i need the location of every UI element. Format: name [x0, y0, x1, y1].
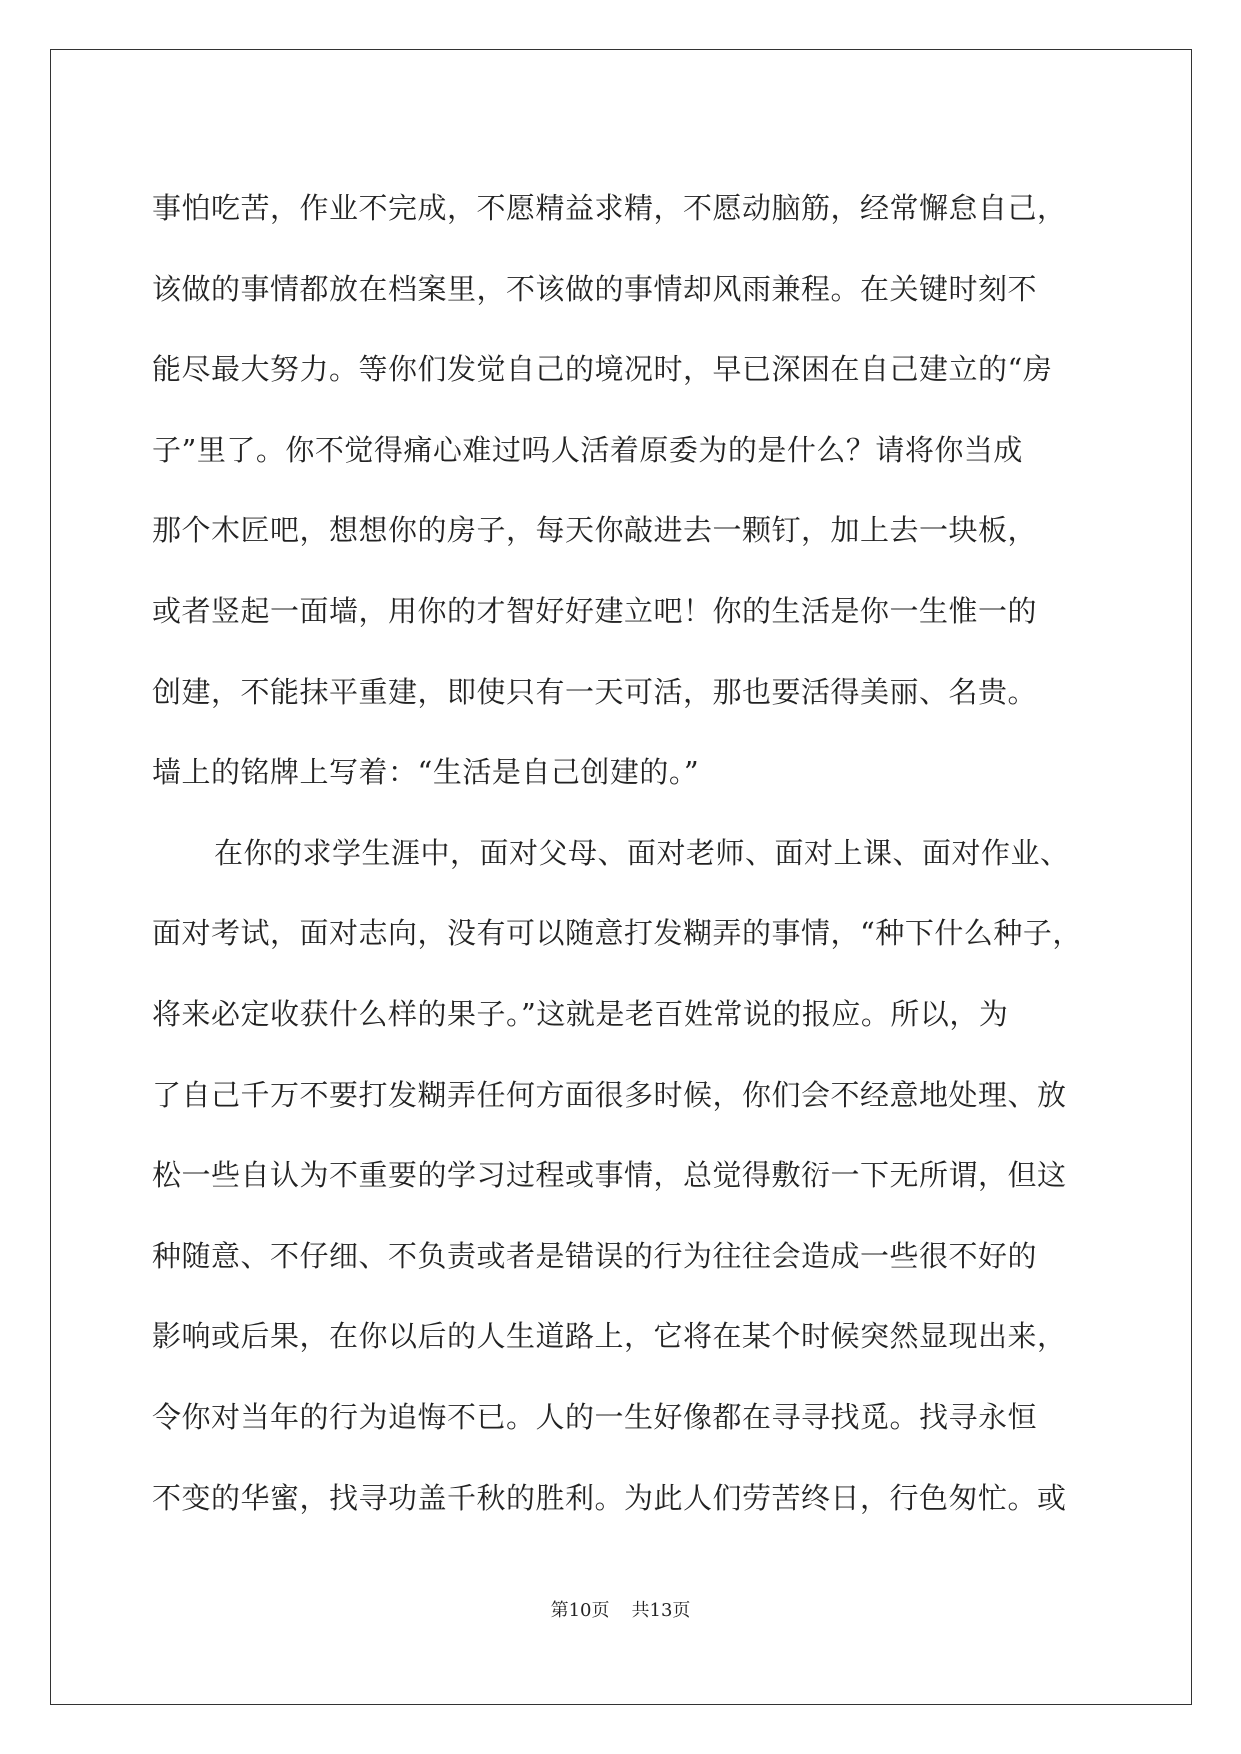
page-number: 第10页: [550, 1600, 610, 1621]
text-line-14: 种随意、不仔细、不负责或者是错误的行为往往会造成一些很不好的: [152, 1238, 1038, 1273]
text-line-10: 面对考试，面对志向，没有可以随意打发糊弄的事情，“种下什么种子，: [152, 916, 1082, 951]
text-line-9: 在你的求学生涯中，面对父母、面对老师、面对上课、面对作业、: [214, 835, 1070, 870]
document-body: [152, 168, 1092, 1538]
text-line-7: 创建，不能抹平重建，即使只有一天可活，那也要活得美丽、名贵。: [152, 674, 1038, 709]
page-total: 共13页: [631, 1600, 691, 1621]
text-line-13: 松一些自认为不重要的学习过程或事情，总觉得敷衍一下无所谓，但这: [152, 1158, 1067, 1193]
text-line-15: 影响或后果，在你以后的人生道路上，它将在某个时候突然显现出来，: [152, 1319, 1067, 1354]
text-line-4: 子”里了。你不觉得痛心难过吗人活着原委为的是什么？请将你当成: [152, 432, 1023, 467]
text-line-17: 不变的华蜜，找寻功盖千秋的胜利。为此人们劳苦终日，行色匆忙。或: [152, 1480, 1067, 1515]
text-line-16: 令你对当年的行为追悔不已。人的一生好像都在寻寻找觅。找寻永恒: [152, 1399, 1038, 1434]
text-line-1: 事怕吃苦，作业不完成，不愿精益求精，不愿动脑筋，经常懈怠自己，: [152, 191, 1067, 225]
text-line-3: 能尽最大努力。等你们发觉自己的境况时，早已深困在自己建立的“房: [152, 352, 1053, 387]
page-footer: [0, 1596, 1241, 1622]
text-line-6: 或者竖起一面墙，用你的才智好好建立吧！你的生活是你一生惟一的: [152, 593, 1038, 628]
text-line-8: 墙上的铭牌上写着：“生活是自己创建的。”: [152, 755, 700, 790]
text-line-5: 那个木匠吧，想想你的房子，每天你敲进去一颗钉，加上去一块板，: [152, 513, 1038, 548]
text-line-11: 将来必定收获什么样的果子。”这就是老百姓常说的报应。所以，为: [152, 996, 1009, 1031]
text-line-12: 了自己千万不要打发糊弄任何方面很多时候，你们会不经意地处理、放: [152, 1077, 1067, 1112]
text-line-2: 该做的事情都放在档案里，不该做的事情却风雨兼程。在关键时刻不: [152, 271, 1038, 306]
